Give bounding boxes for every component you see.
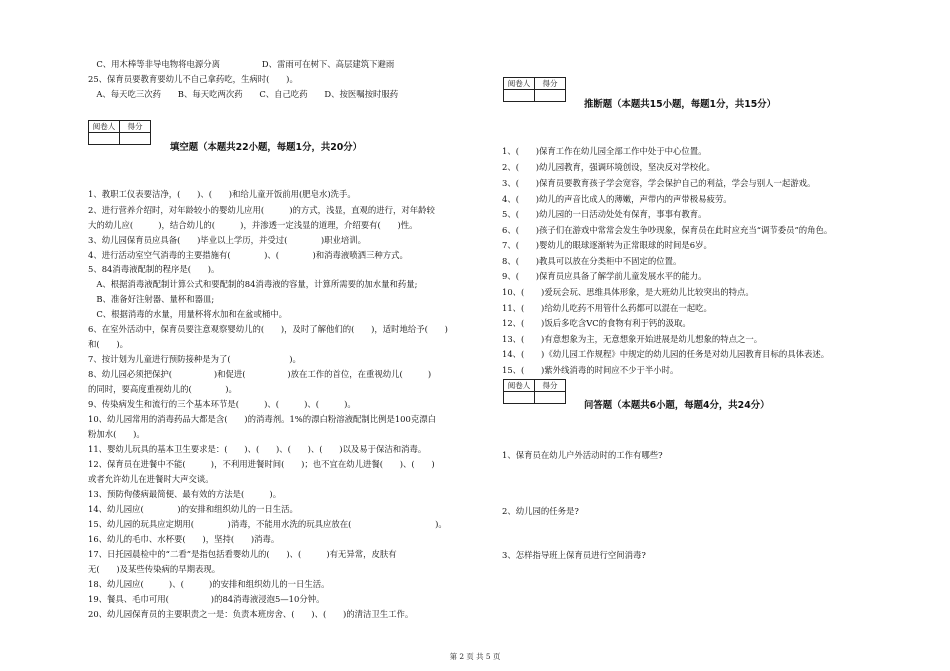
score-box-fill [88,120,151,145]
reviewer-label: 阅卷人 [504,380,535,392]
judgment-item: 1、( )保育工作在幼儿园全部工作中处于中心位置。 [502,146,707,156]
question-line: 6、在室外活动中，保育员要注意观察婴幼儿的( )，及时了解他们的( )，适时地给予( ) [88,324,448,334]
question-line: 12、保育员在进餐中不能( )，不利用进餐时间( )；也不宜在幼儿进餐( )、( ) [88,459,435,469]
question-line: 18、幼儿园应( )、( )的安排和组织幼儿的一日生活。 [88,579,330,589]
question-line: 20、幼儿园保育员的主要职责之一是：负责本班房舍、( )、( )的清洁卫生工作。 [88,609,414,619]
judgment-section-title: 推断题（本题共15小题，每题1分，共15分） [584,99,776,110]
score-cell [535,90,566,102]
reviewer-label: 阅卷人 [89,121,120,133]
question-line: 15、幼儿园的玩具应定期用( )消毒，不能用水洗的玩具应放在( )。 [88,519,447,529]
question-line: 5、84消毒液配制的程序是( )。 [88,264,220,274]
judgment-item: 13、( )有意想象为主，无意想象开始进展是幼儿想象的特点之一。 [502,334,763,344]
judgment-item: 12、( )饭后多吃含VC的食物有利于钙的汲取。 [502,318,691,328]
judgment-item: 11、( )给幼儿吃药不用管什么药都可以混在一起吃。 [502,303,712,313]
question-line: 10、幼儿园常用的消毒药品大都是含( )的消毒剂。1%的漂白粉溶液配制比例是100克漂白 [88,414,436,424]
question-line: 无( )及某些传染病的早期表现。 [88,564,221,574]
score-box-qa [503,379,566,404]
judgment-item: 8、( )教具可以放在分类柜中不固定的位置。 [502,256,682,266]
question-line: 19、餐具、毛巾可用( )的84消毒液浸泡5—10分钟。 [88,594,325,604]
choice-question-25: 25、保育员要教育要幼儿不自己拿药吃，生病时( )。 [88,74,298,84]
question-line: 14、幼儿园应( )的安排和组织幼儿的一日生活。 [88,504,298,514]
question-line: B、准备好注射器、量杯和器皿; [88,294,215,304]
page-number-footer: 第 2 页 共 5 页 [449,652,501,661]
question-line: 或者允许幼儿在进餐时大声交谈。 [88,474,214,484]
qa-question: 3、怎样指导班上保育员进行空间消毒? [502,550,646,560]
question-line: 17、日托园晨检中的“二看”是指包括看婴幼儿的( )、( )有无异常，皮肤有 [88,549,397,559]
reviewer-cell [504,392,535,404]
question-line: 的同时，要高度重视幼儿的( )。 [88,384,237,394]
question-line: 4、进行活动室空气消毒的主要措施有( )、( )和消毒液喷洒三种方式。 [88,250,408,260]
question-line: 9、传染病发生和流行的三个基本环节是( )、( )、( )。 [88,399,356,409]
question-line: 3、幼儿园保育员应具备( )毕业以上学历，并受过( )职业培训。 [88,235,367,245]
judgment-item: 7、( )婴幼儿的眼球逐渐转为正常眼球的时间是6岁。 [502,240,712,250]
question-line: 11、婴幼儿玩具的基本卫生要求是：( )、( )、( )、( )以及易于保洁和消毒。 [88,444,427,454]
question-line: 8、幼儿园必须把保护( )和促进( )放在工作的首位，在重视幼儿( ) [88,369,432,379]
judgment-item: 10、( )爱玩会玩、思维具体形象，是大班幼儿比较突出的特点。 [502,287,754,297]
reviewer-cell [89,133,120,145]
score-label: 得分 [535,78,566,90]
score-label: 得分 [535,380,566,392]
fill-blank-section-title: 填空题（本题共22小题，每题1分，共20分） [170,142,362,153]
judgment-item: 14、( )《幼儿园工作规程》中规定的幼儿园的任务是对幼儿园教育目标的具体表述。 [502,349,830,359]
judgment-item: 15、( )紫外线消毒的时间应不少于半小时。 [502,365,679,375]
judgment-item: 5、( )幼儿园的一日活动处处有保育，事事有教育。 [502,209,707,219]
score-label: 得分 [120,121,151,133]
question-line: 16、幼儿的毛巾、水杯要( )，坚持( )消毒。 [88,534,280,544]
question-line: 和( )。 [88,339,129,349]
question-line: 大的幼儿应( )，结合幼儿的( )，并渗透一定浅显的道理，介绍要有( )性。 [88,220,418,230]
reviewer-cell [504,90,535,102]
question-line: 7、按计划为儿童进行预防接种是为了( )。 [88,354,301,364]
qa-section-title: 问答题（本题共6小题，每题4分，共24分） [584,400,770,411]
judgment-item: 4、( )幼儿的声音比成人的薄嫩，声带内的声带极易疲劳。 [502,194,732,204]
question-line: 粉加水( )。 [88,429,145,439]
question-line: 13、预防佝偻病最简便、最有效的方法是( )。 [88,489,282,499]
score-box-judgment [503,77,566,102]
judgment-item: 2、( )幼儿园教育，强调环境创设，坚决反对学校化。 [502,162,715,172]
reviewer-label: 阅卷人 [504,78,535,90]
question-line: A、根据消毒液配制计算公式和要配制的84消毒液的容量，计算所需要的加水量和药量; [88,279,418,289]
choice-options-25: A、每天吃三次药 B、每天吃两次药 C、自己吃药 D、按医嘱按时服药 [88,89,399,99]
choice-option-line: C、用木棒等非导电物将电源分离 D、雷雨可在树下、高层建筑下避雨 [88,59,395,69]
question-line: C、根据消毒的水量，用量杯将水加和在盆或桶中。 [88,309,288,319]
judgment-item: 9、( )保育员应具备了解学前儿童发展水平的能力。 [502,271,707,281]
qa-question: 2、幼儿园的任务是? [502,506,579,516]
qa-question: 1、保育员在幼儿户外活动时的工作有哪些? [502,450,663,460]
question-line: 1、教职工仪表要洁净，( )、( )和给儿童开饭前用(肥皂水)洗手。 [88,189,356,199]
judgment-item: 6、( )孩子们在游戏中常常会发生争吵现象，保育员在此时应充当“调节委员”的角色。 [502,225,833,235]
score-cell [120,133,151,145]
score-cell [535,392,566,404]
judgment-item: 3、( )保育员要教育孩子学会宽容，学会保护自己的利益，学会与别人一起游戏。 [502,178,816,188]
question-line: 2、进行营养介绍时，对年龄较小的婴幼儿应用( )的方式，浅显，直观的进行，对年龄较 [88,205,435,215]
